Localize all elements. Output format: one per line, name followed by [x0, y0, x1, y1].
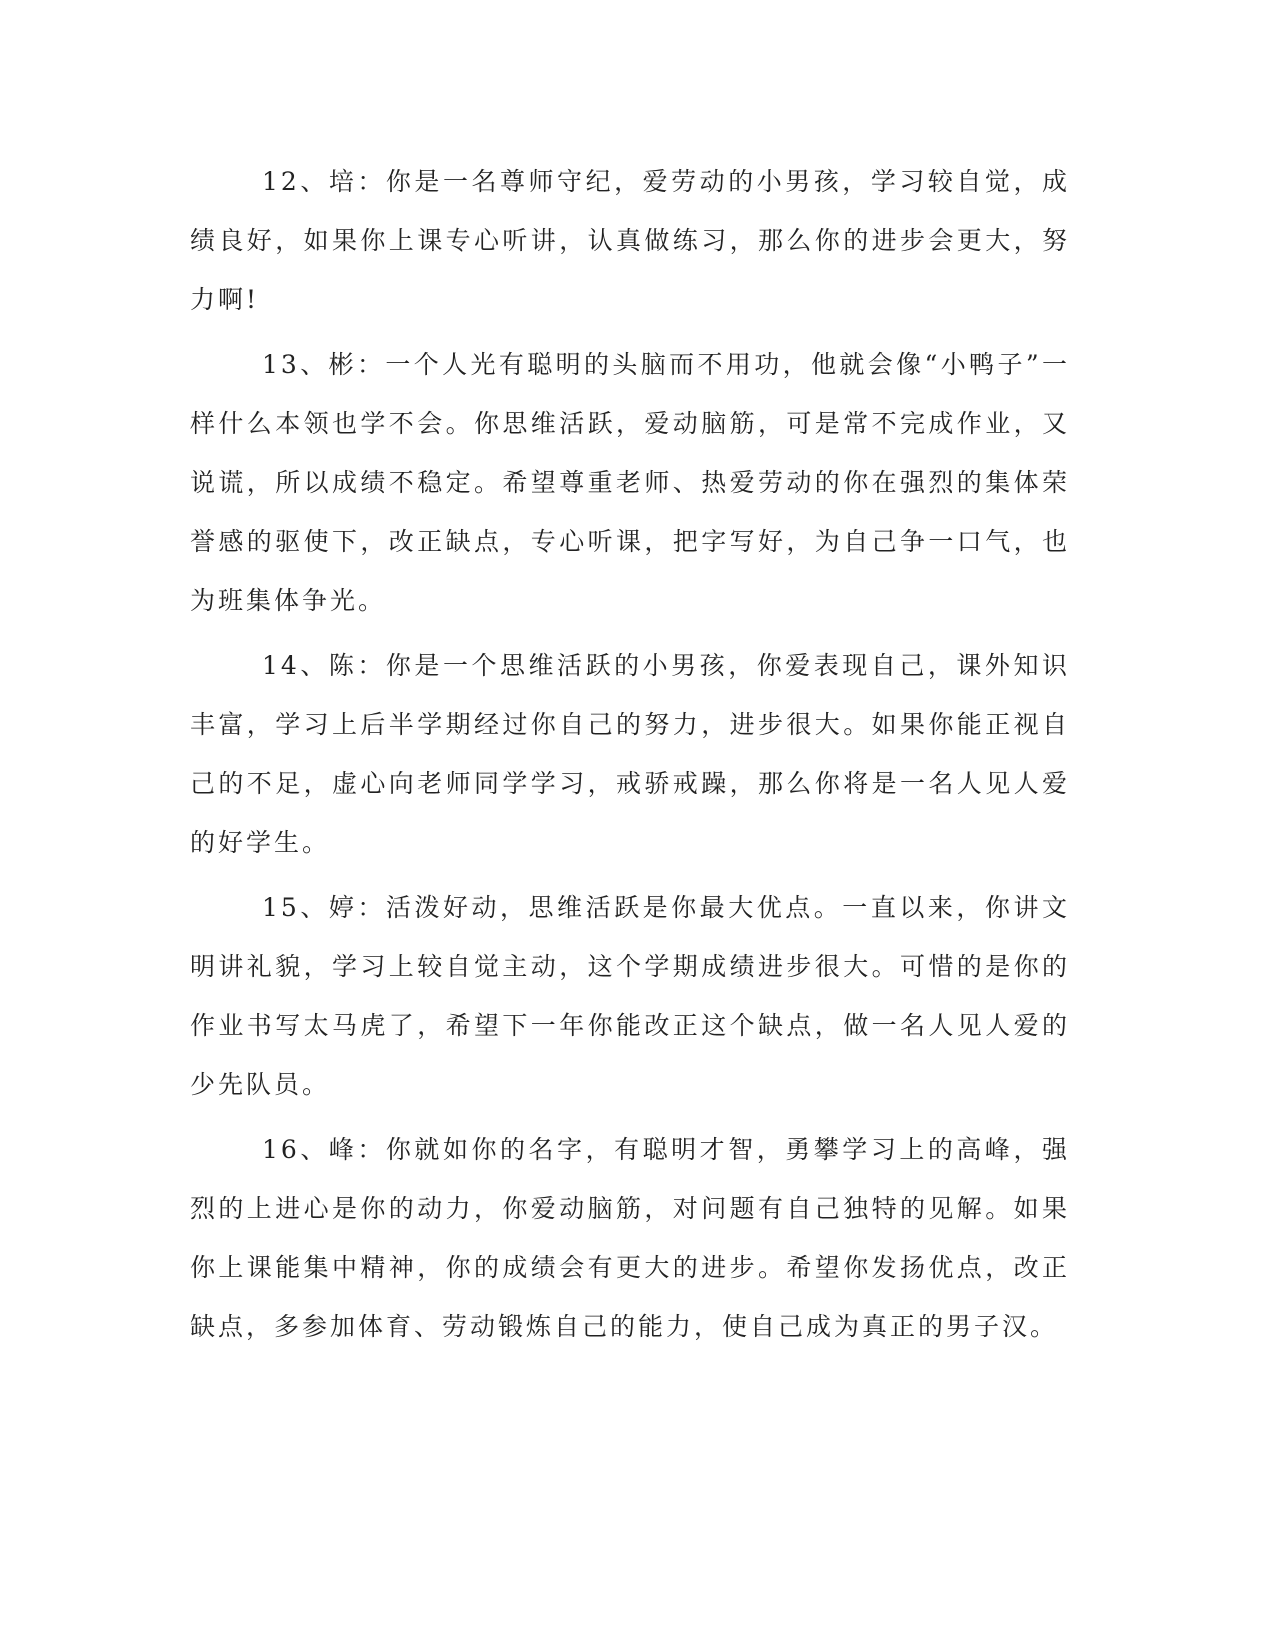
- comment-paragraph-16: 16、峰：你就如你的名字，有聪明才智，勇攀学习上的高峰，强烈的上进心是你的动力，你爱动脑筋，对问题有自己独特的见解。如果你上课能集中精神，你的成绩会有更大的进步。希望你发扬优点，改正缺点，多参加体育、劳动锻炼自己的能力，使自己成为真正的男子汉。: [190, 1135, 1070, 1341]
- comment-paragraph-12: 12、培：你是一名尊师守纪，爱劳动的小男孩，学习较自觉，成绩良好，如果你上课专心听讲，认真做练习，那么你的进步会更大，努力啊!: [190, 167, 1070, 314]
- comment-paragraph-14: 14、陈：你是一个思维活跃的小男孩，你爱表现自己，课外知识丰富，学习上后半学期经过你自己的努力，进步很大。如果你能正视自己的不足，虚心向老师同学学习，戒骄戒躁，那么你将是一名人见人爱的好学生。: [190, 651, 1070, 857]
- document-body: [190, 152, 1070, 1356]
- comment-paragraph-13: 13、彬：一个人光有聪明的头脑而不用功，他就会像“小鸭子”一样什么本领也学不会。你思维活跃，爱动脑筋，可是常不完成作业，又说谎，所以成绩不稳定。希望尊重老师、热爱劳动的你在强烈的集体荣誉感的驱使下，改正缺点，专心听课，把字写好，为自己争一口气，也为班集体争光。: [190, 350, 1070, 615]
- comment-paragraph-15: 15、婷：活泼好动，思维活跃是你最大优点。一直以来，你讲文明讲礼貌，学习上较自觉主动，这个学期成绩进步很大。可惜的是你的作业书写太马虎了，希望下一年你能改正这个缺点，做一名人见人爱的少先队员。: [190, 893, 1070, 1099]
